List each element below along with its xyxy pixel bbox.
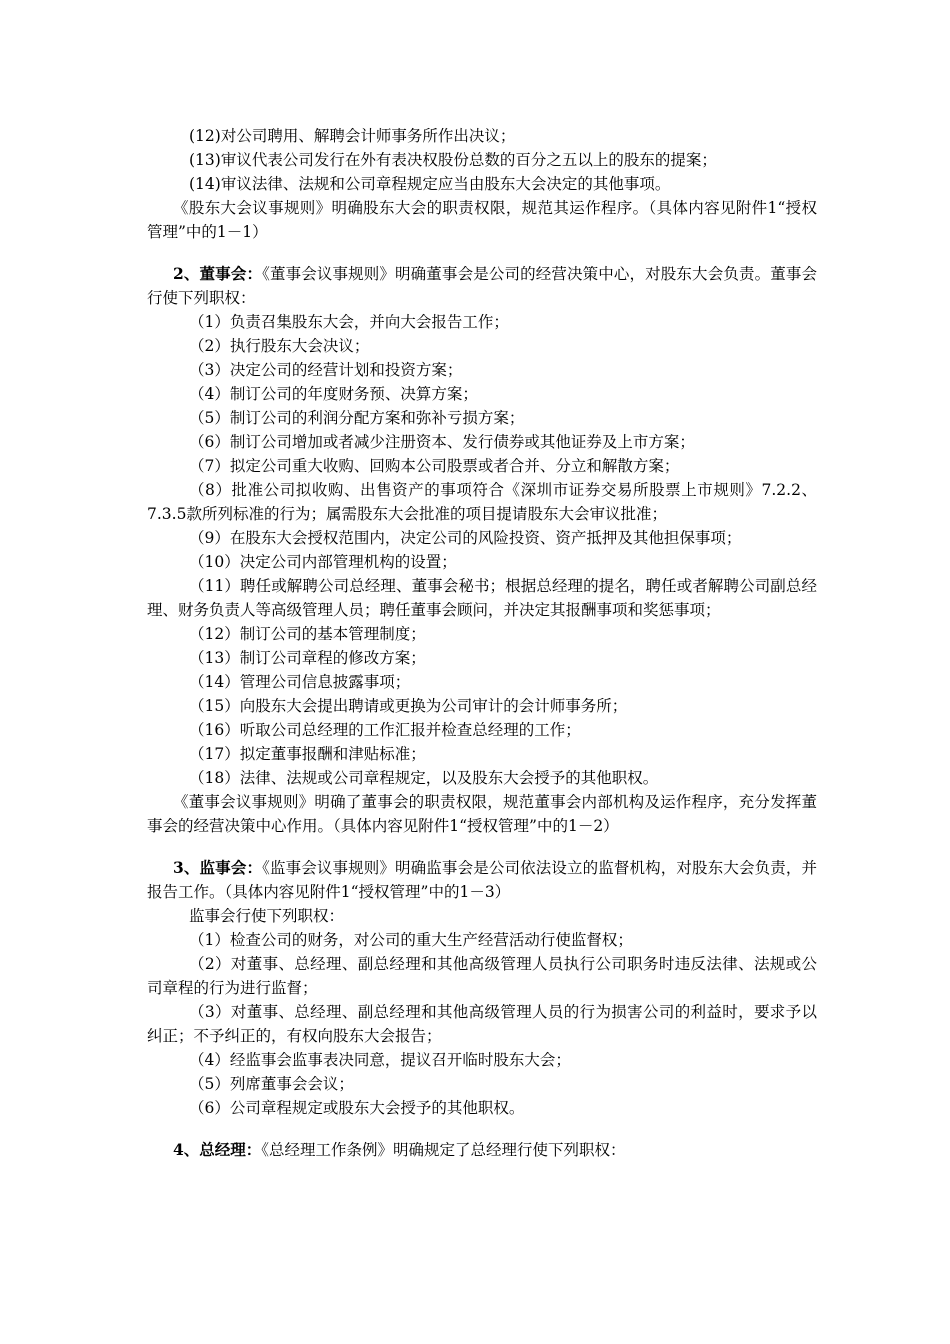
s2-paragraph [147,262,817,310]
s3-intro: 《监事会议事规则》明确监事会是公司依法设立的监督机构，对股东大会负责，并报告工作。（具体内容见附件1“授权管理”中的1－3） [147,859,817,901]
s2-item-12: （12）制订公司的基本管理制度； [189,625,426,643]
s3-item-5: （5）列席董事会会议； [189,1075,354,1093]
s2-item-16: （16）听取公司总经理的工作汇报并检查总经理的工作； [189,721,581,739]
s2-item-2: （2）执行股东大会决议； [189,337,370,355]
s4-intro: 《总经理工作条例》明确规定了总经理行使下列职权： [261,1141,626,1159]
s2-item-17: （17）拟定董事报酬和津贴标准； [189,745,426,763]
s3-paragraph [147,856,817,904]
s2-item-14: （14）管理公司信息披露事项； [189,673,411,691]
s2-item-5: （5）制订公司的利润分配方案和弥补亏损方案； [189,409,525,427]
s3-item-1: （1）检查公司的财务，对公司的重大生产经营活动行使监督权； [189,931,633,949]
s3-item-4: （4）经监事会监事表决同意，提议召开临时股东大会； [189,1051,571,1069]
s4-heading: 4、总经理： [173,1140,262,1159]
s1-item-13: (13)审议代表公司发行在外有表决权股份总数的百分之五以上的股东的提案； [189,151,717,169]
s1-item-12: (12)对公司聘用、解聘会计师事务所作出决议； [189,127,516,145]
s1-item-14: (14)审议法律、法规和公司章程规定应当由股东大会决定的其他事项。 [189,175,671,193]
document-body [147,124,817,1162]
s2-item-9: （9）在股东大会授权范围内，决定公司的风险投资、资产抵押及其他担保事项； [189,529,742,547]
s2-item-6: （6）制订公司增加或者减少注册资本、发行债券或其他证券及上市方案； [189,433,695,451]
s2-item-7: （7）拟定公司重大收购、回购本公司股票或者合并、分立和解散方案； [189,457,680,475]
s2-item-18: （18）法律、法规或公司章程规定，以及股东大会授予的其他职权。 [189,769,659,787]
s2-item-15: （15）向股东大会提出聘请或更换为公司审计的会计师事务所； [189,697,628,715]
s2-item-13: （13）制订公司章程的修改方案； [189,649,426,667]
s3-heading: 3、监事会： [173,858,263,877]
s2-item-3: （3）决定公司的经营计划和投资方案； [189,361,463,379]
s4-paragraph [147,1138,817,1162]
s3-lead: 监事会行使下列职权： [189,907,345,925]
s3-item-3: （3）对董事、总经理、副总经理和其他高级管理人员的行为损害公司的利益时，要求予以纠正；不予纠正的，有权向股东大会报告； [147,1003,817,1045]
s2-intro: 《董事会议事规则》明确董事会是公司的经营决策中心，对股东大会负责。董事会行使下列职权： [147,265,817,307]
s3-item-2: （2）对董事、总经理、副总经理和其他高级管理人员执行公司职务时违反法律、法规或公司章程的行为进行监督； [147,955,817,997]
s2-item-10: （10）决定公司内部管理机构的设置； [189,553,457,571]
s2-summary: 《董事会议事规则》明确了董事会的职责权限，规范董事会内部机构及运作程序，充分发挥董事会的经营决策中心作用。（具体内容见附件1“授权管理”中的1－2） [147,793,817,835]
s3-item-6: （6）公司章程规定或股东大会授予的其他职权。 [189,1099,525,1117]
s1-summary: 《股东大会议事规则》明确股东大会的职责权限，规范其运作程序。（具体内容见附件1“授权管理”中的1－1） [147,199,817,241]
s2-item-4: （4）制订公司的年度财务预、决算方案； [189,385,478,403]
s2-item-1: （1）负责召集股东大会，并向大会报告工作； [189,313,509,331]
s2-heading: 2、董事会： [173,264,263,283]
s2-item-8: （8）批准公司拟收购、出售资产的事项符合《深圳市证券交易所股票上市规则》7.2.2、7.3.5款所列标准的行为；属需股东大会批准的项目提请股东大会审议批准； [147,481,817,523]
s2-item-11: （11）聘任或解聘公司总经理、董事会秘书；根据总经理的提名，聘任或者解聘公司副总经理、财务负责人等高级管理人员；聘任董事会顾问，并决定其报酬事项和奖惩事项； [147,577,817,619]
